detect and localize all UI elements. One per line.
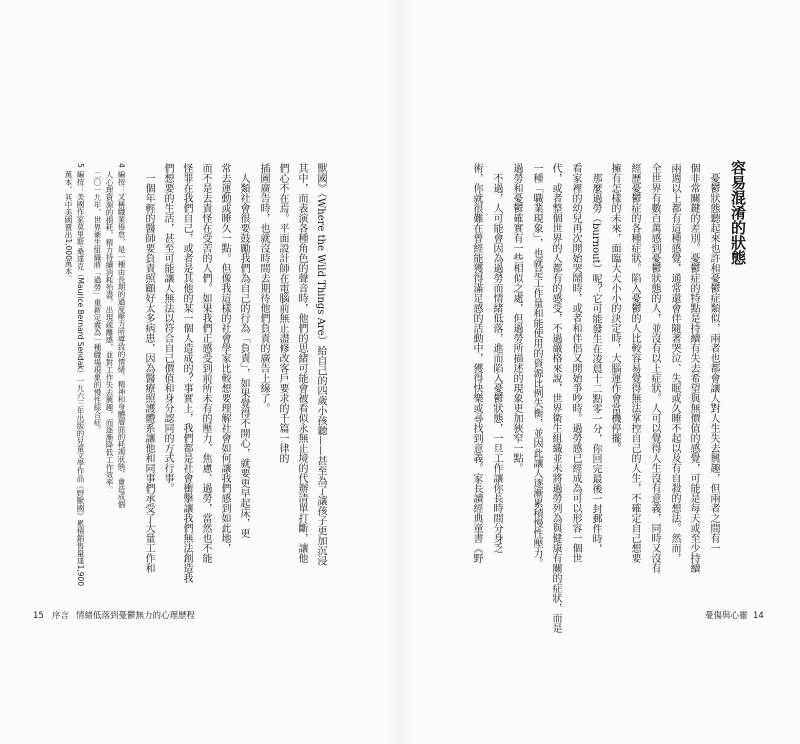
text-column: 兩週以上都有這種感覺，通常還會伴隨著哭泣、失眠或久睡不起以及有自殺的想法。然而，	[669, 163, 680, 563]
running-title: 憂傷與心靈	[705, 611, 748, 621]
running-title: 情緒低落到憂鬱無力的心理歷程	[76, 611, 196, 621]
text-column: 一種「職業現象」，也就是工作量和能使用的資源比例失衡，並因此讓人逐漸累積慢性壓力。	[531, 163, 542, 568]
text-column: 怪罪在我們自己，或者是其他的某一個人造成的？事實上，我們都是社會衝擊讓我們無法創造我	[181, 163, 192, 583]
text-column: 人類社會很要鼓勵我們為自己的行為「負責」，如果覺得不開心，就要更早起床，更	[238, 173, 249, 538]
text-column: 術，你就很難在曾經能獲得滿足感的活動中，獲得快樂或尋找到意義。家長讀經典童書《野	[471, 163, 482, 563]
text-column: 全世界有數百萬感到憂鬱狀態的人，並沒有以上症狀。人可以覺得人生沒有意義，同時又沒有	[649, 163, 660, 573]
footnote-5-continued: 萬本，其中美國賣出1,000萬本。	[64, 171, 73, 283]
footnote-4: 4 編按：又稱職業倦怠，是一種由長期的過度壓力所導致的情緒、精神和身體層面的耗竭狀態，會造成個	[117, 163, 126, 508]
section-heading: 容易混淆的狀態	[729, 160, 747, 265]
text-column: 那麼過勞（burnout）呢？它可能發生在凌晨十二點零一分，你回完最後一封郵件時，	[590, 173, 601, 554]
text-column: 插圖廣告時，也就沒時間去期待他們負責的廣告上線了。	[258, 163, 269, 413]
text-column: 看家裡的幼兒再次開始哭鬧時，或者和伴侶又開始爭吵時。過勞感已經成為可以形容一個世	[570, 163, 581, 563]
section-label: 序言	[52, 611, 70, 621]
text-column: 不過，人可能會因為過勞而情緒低落，進而陷入憂鬱狀態，一旦工作讓你長時間分身乏	[491, 173, 502, 553]
footnote-4-continued: 人心理資源的損耗，精力持續消耗殆盡，出現疏離感，並對工作失去興趣，而逐漸降低工作效率。	[105, 171, 114, 494]
text-column: 們想要的生活，甚至可能讓人無法以符合自己價值和身分認同的方式行事。	[162, 163, 173, 493]
text-column: 一個年輕的醫師要負責照顧好太多病患，因為醫療照護體系讓他和同事們承受了大量工作和	[143, 173, 154, 573]
text-column: 經歷憂鬱症的各種症狀。陷入憂鬱的人比較容易覺得無法掌控自己的人生，不確定自己想要	[629, 163, 640, 563]
text-column: 個非常關鍵的差別。憂鬱症的特點是持續有失去希望與無價值的感覺，可能是每天或至少持續	[688, 163, 699, 573]
footnote-5: 5 編按：美國作家莫里斯‧桑達克（Maurice Bernard Sendak）一九六三年出版的兒童文學作品《野獸國》累積銷售量達1,900	[76, 163, 85, 587]
text-column: 獸國》（Where the Wild Things Are）給自己的四歲小孩聽——甚至為了讓孩子更加沉浸	[315, 163, 326, 566]
text-column: 而不是去責怪在受苦的人們。如果我們正感受到前所未有的壓力、焦慮、過勞，當然也不能	[200, 163, 211, 563]
text-column: 其中，而表演各種角色的聲音時，他們的思緒可能會被看似永無止境的代辦清單打斷，讓他	[296, 163, 307, 563]
page-number: 15	[33, 611, 44, 621]
text-column: 常去運動或睡久一點。但像我這樣的社會學家比較想要理解社會如何讓我們感到如此地，	[219, 163, 230, 553]
text-column: 擁有怎樣的未來，面臨大大小小的決定時，大腦運作會當機停擺。	[609, 163, 620, 453]
footnote-4-continued: 二〇一九年，世界衛生組織將「過勞」重新定義為一種職場現象的慢性綜合症。	[93, 171, 102, 434]
page-number: 14	[753, 611, 764, 621]
text-column: 過勞和憂鬱確實有一些相似之處，但過勞所描述的現象更加狹窄一點。	[511, 163, 522, 473]
text-column: 憂鬱狀態聽起來也許和憂鬱症類似，兩者也都會讓人對人生失去興趣，但兩者之間有一	[708, 173, 719, 553]
text-column: 代，或者整個世界的人都有的感受，不過嚴格來說，世界衛生組織並未將過勞列為與健康有關的症狀，而是	[550, 163, 561, 633]
text-column: 們心不在焉。平面設計師在電腦前無止盡修改客戶要求的千篇一律的	[277, 163, 288, 463]
